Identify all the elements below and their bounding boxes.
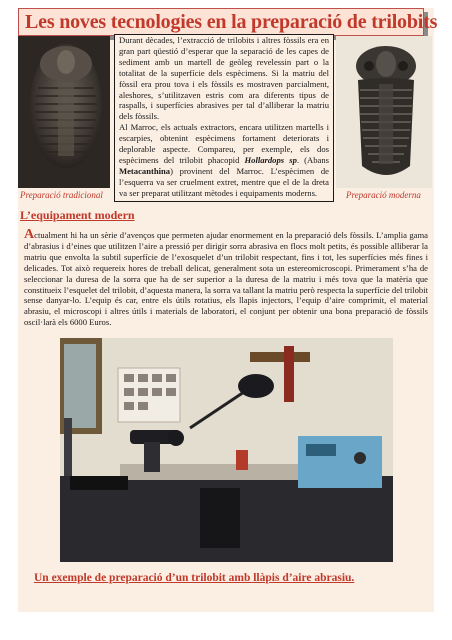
body-text: ctualment hi ha un sèrie d’avenços que permeten ajudar enormement en la preparació dels fòssils. L’amplia gama d’abrasius i d’eines que utilitzen l’aire a pressió per dirigir sorra abrasiva en flocs molt petits, és possible alliberar la matriu que envolta la subtil superfície de l’exosquelet d’un trilobit respectant, fins i tot, les superfícies més fines i delicades. Tot això requereix hores de treball delicat, generalment sota un estereomicroscopi. Primerament s’ha de seleccionar la duresa de la sorra que ha de ser superior a la duresa de la matriu i més tova que la matèria que constitueix l’esquelet del trilobit, d’aquesta manera, la sorra va tallant la matriu però respecta la superfície del trilobit sense danyar-lo. L’equip és car, entre els útils rotatius, els llapis injectors, l’equip d’aire comprimit, el material abrasiu, el microscopi i altres útils i materials de laboratori, el conjunt per obtenir una bona preparació de fòssils oscil·larà els 6000 Euros. (24, 230, 428, 328)
drop-initial: A (24, 227, 35, 242)
traditional-trilobite-image (18, 36, 110, 188)
old-genus-name: Metacanthina (119, 165, 171, 176)
caption-modern: Preparació moderna (346, 190, 421, 200)
page-title: Les noves tecnologies en la preparació de trilobits (25, 11, 438, 33)
intro-text: ) provinent del Marroc. L’espècimen de l’esquerra va ser cruelment extret, mentre que el de la dreta va ser preparat utilitzant mètodes i equipaments moderns. (119, 165, 329, 198)
caption-traditional: Preparació tradicional (20, 190, 103, 200)
example-heading: Un exemple de preparació d’un trilobit amb llàpis d’aire abrasiu. (34, 572, 355, 584)
intro-paragraph: Durant dècades, l’extracció de trilobits i altres fòssils era en gran part qüestió d’esperar que la separació de les capes de sediment amb un martell de geòleg revelessin part o la totalitat de la superfície dels espècimens. Si la matriu del fòssil era prou tova i els fòssils es mostraven parcialment, aleshores, s’utilitzaven estris com ara diferents tipus de raspalls, i superfícies abrasives per tal d’alliberar la matriu dels fòssils. (119, 35, 329, 122)
lab-equipment-photo (60, 338, 393, 562)
intro-text: . (Abans (296, 154, 329, 165)
intro-text-box (114, 34, 334, 202)
intro-text: Al Marroc, els actuals extractors, encara utilitzen martells i escarpies, obtenint espècimens fortament deteriorats i deplorable aspecte. Compareu, per exemple, els dos espècimens del trilobit phacopid (119, 122, 329, 165)
modern-trilobite-image (336, 36, 432, 188)
intro-paragraph (119, 122, 329, 198)
body-paragraph (24, 227, 428, 328)
section-heading: L’equipament modern (20, 208, 135, 222)
title-box (18, 8, 438, 36)
genus-name: Hollardops sp (244, 154, 297, 165)
